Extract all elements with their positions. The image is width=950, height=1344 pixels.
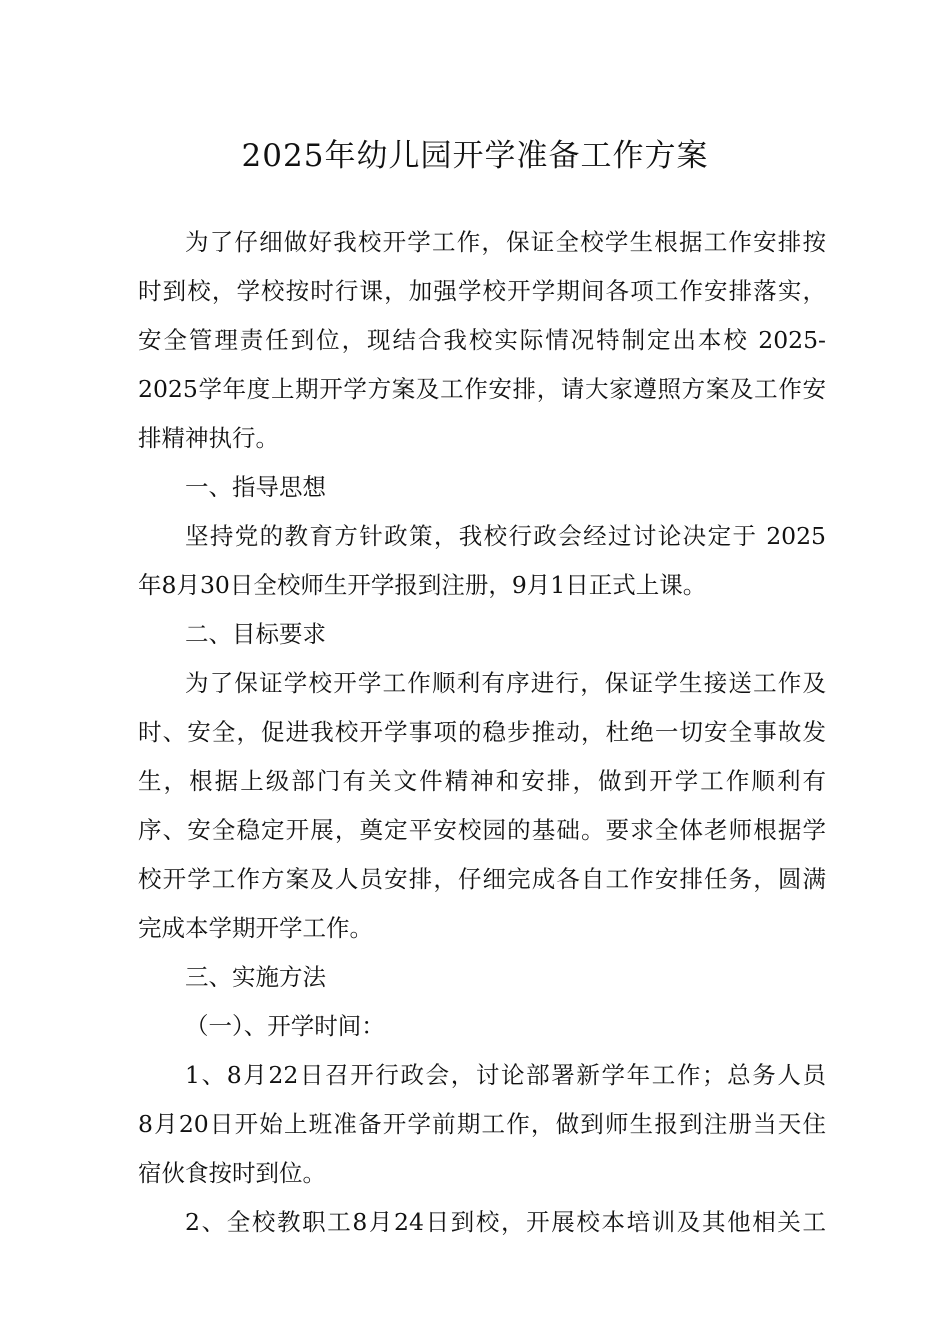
paragraph-line: 为了保证学校开学工作顺利有序进行，保证学生接送工作及 (185, 669, 826, 697)
paragraph-line: 2、全校教职工8月24日到校，开展校本培训及其他相关工 (185, 1208, 826, 1236)
paragraph-line: 8月20日开始上班准备开学前期工作，做到师生报到注册当天住 (138, 1110, 826, 1138)
paragraph-line: 校开学工作方案及人员安排，仔细完成各自工作安排任务，圆满 (138, 865, 826, 893)
paragraph-line: 为了仔细做好我校开学工作，保证全校学生根据工作安排按 (185, 228, 826, 256)
paragraph-line: 时、安全，促进我校开学事项的稳步推动，杜绝一切安全事故发 (138, 718, 826, 746)
paragraph-line: 完成本学期开学工作。 (138, 914, 373, 942)
paragraph-line: 2025学年度上期开学方案及工作安排，请大家遵照方案及工作安 (138, 375, 826, 403)
paragraph-line: 序、安全稳定开展，奠定平安校园的基础。要求全体老师根据学 (138, 816, 826, 844)
section-heading-implementation: 三、实施方法 (185, 963, 326, 991)
document-body (138, 218, 826, 1247)
item1-paragraph (138, 1051, 826, 1198)
paragraph-line: 时到校，学校按时行课，加强学校开学期间各项工作安排落实， (138, 277, 826, 305)
section2-paragraph (138, 659, 826, 953)
paragraph-line: 排精神执行。 (138, 424, 279, 452)
paragraph-line: 安全管理责任到位，现结合我校实际情况特制定出本校 2025- (138, 326, 826, 354)
paragraph-line: 宿伙食按时到位。 (138, 1159, 326, 1187)
section-heading-goals: 二、目标要求 (185, 620, 326, 648)
intro-paragraph (138, 218, 826, 463)
paragraph-line: 年8月30日全校师生开学报到注册，9月1日正式上课。 (138, 571, 707, 599)
item2-paragraph (138, 1198, 826, 1247)
paragraph-line: 坚持党的教育方针政策，我校行政会经过讨论决定于 2025 (185, 522, 826, 550)
document-title: 2025年幼儿园开学准备工作方案 (241, 138, 709, 174)
paragraph-line: 生，根据上级部门有关文件精神和安排，做到开学工作顺利有 (138, 767, 826, 795)
subsection-heading-start-time: （一）、开学时间： (185, 1012, 385, 1040)
section1-paragraph (138, 512, 826, 610)
section-heading-guiding-ideology: 一、指导思想 (185, 473, 326, 501)
paragraph-line: 1、8月22日召开行政会，讨论部署新学年工作；总务人员 (185, 1061, 826, 1089)
